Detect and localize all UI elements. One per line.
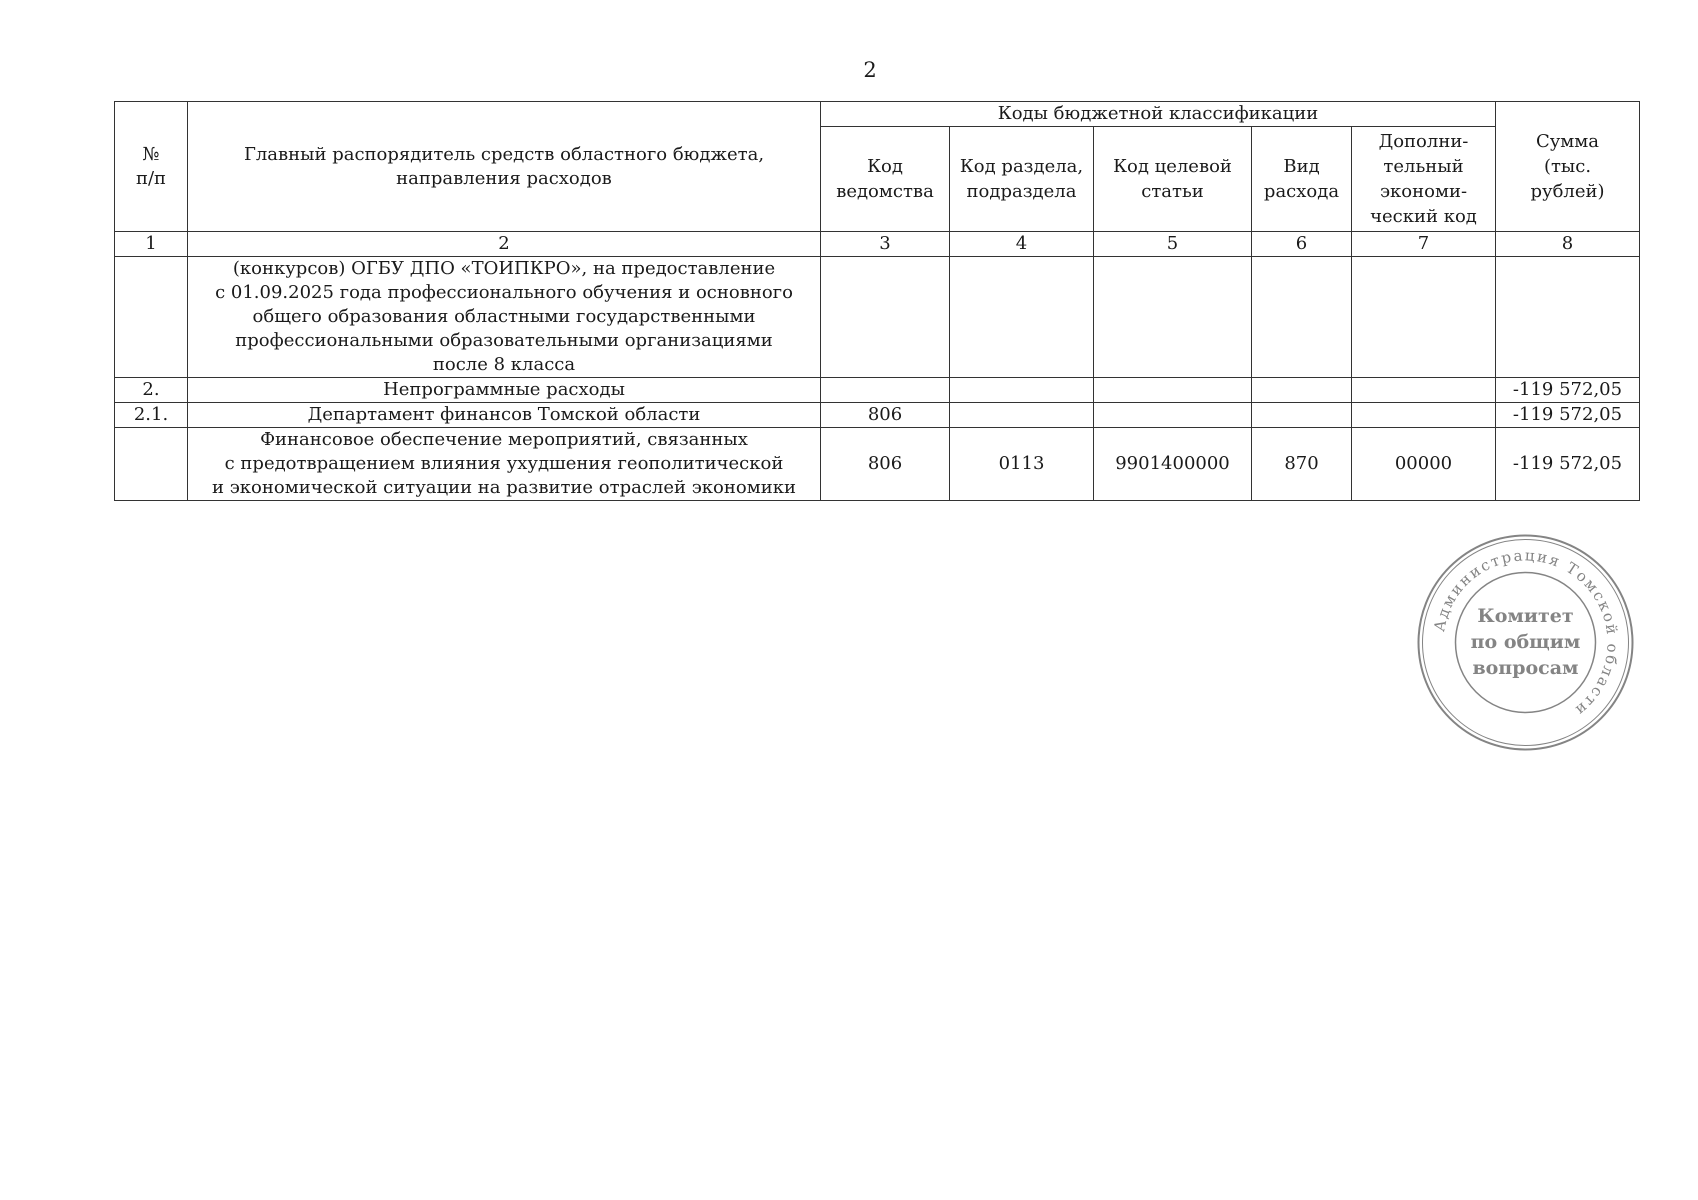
row-extra-code — [1352, 257, 1496, 378]
row-extra-code: 00000 — [1352, 428, 1496, 501]
table-row — [115, 257, 1640, 378]
header-recipient-name: Главный распорядитель средств областного бюджета, направления расходов — [188, 102, 821, 232]
column-number: 7 — [1352, 232, 1496, 257]
table-row — [115, 378, 1640, 403]
row-section-code — [950, 403, 1094, 428]
row-expense-type — [1252, 257, 1352, 378]
table-header-row — [115, 102, 1640, 127]
stamp-center-line: вопросам — [1472, 657, 1579, 679]
row-expense-type: 870 — [1252, 428, 1352, 501]
row-dept-code — [821, 257, 950, 378]
row-name: Финансовое обеспечение мероприятий, связанных с предотвращением влияния ухудшения геополитической и экономической ситуации на развитие отраслей экономики — [188, 428, 821, 501]
row-number: 2.1. — [115, 403, 188, 428]
stamp-ring-text: Администрация Томской области — [1430, 546, 1622, 721]
stamp-center-line: Комитет — [1477, 605, 1574, 627]
row-extra-code — [1352, 403, 1496, 428]
row-target-code — [1094, 378, 1252, 403]
header-budget-codes-group: Коды бюджетной классификации — [821, 102, 1496, 127]
header-dept-code: Код ведомства — [821, 127, 950, 232]
row-name: Департамент финансов Томской области — [188, 403, 821, 428]
row-sum — [1496, 257, 1640, 378]
column-number: 3 — [821, 232, 950, 257]
row-target-code — [1094, 257, 1252, 378]
table-row — [115, 403, 1640, 428]
header-row-number: № п/п — [115, 102, 188, 232]
header-extra-code: Дополни- тельный экономи- ческий код — [1352, 127, 1496, 232]
row-expense-type — [1252, 403, 1352, 428]
column-number-row — [115, 232, 1640, 257]
official-seal-stamp — [1413, 530, 1638, 755]
row-number — [115, 257, 188, 378]
column-number: 6 — [1252, 232, 1352, 257]
header-expense-type: Вид расхода — [1252, 127, 1352, 232]
header-target-code: Код целевой статьи — [1094, 127, 1252, 232]
column-number: 2 — [188, 232, 821, 257]
row-sum: -119 572,05 — [1496, 403, 1640, 428]
column-number: 8 — [1496, 232, 1640, 257]
row-section-code — [950, 257, 1094, 378]
row-number: 2. — [115, 378, 188, 403]
header-sum: Сумма (тыс. рублей) — [1496, 102, 1640, 232]
header-section-code: Код раздела, подраздела — [950, 127, 1094, 232]
row-dept-code: 806 — [821, 428, 950, 501]
column-number: 1 — [115, 232, 188, 257]
row-name: Непрограммные расходы — [188, 378, 821, 403]
row-expense-type — [1252, 378, 1352, 403]
row-dept-code: 806 — [821, 403, 950, 428]
row-sum: -119 572,05 — [1496, 378, 1640, 403]
column-number: 4 — [950, 232, 1094, 257]
row-target-code — [1094, 403, 1252, 428]
stamp-center-line: по общим — [1470, 631, 1581, 653]
row-sum: -119 572,05 — [1496, 428, 1640, 501]
row-target-code: 9901400000 — [1094, 428, 1252, 501]
row-dept-code — [821, 378, 950, 403]
column-number: 5 — [1094, 232, 1252, 257]
table-row — [115, 428, 1640, 501]
page-number: 2 — [863, 58, 877, 82]
row-name: (конкурсов) ОГБУ ДПО «ТОИПКРО», на предоставление с 01.09.2025 года профессионального обучения и основного общего образования областными государственными профессиональными образовательными организациями после 8 класса — [188, 257, 821, 378]
row-number — [115, 428, 188, 501]
row-section-code — [950, 378, 1094, 403]
row-extra-code — [1352, 378, 1496, 403]
budget-allocation-table — [114, 101, 1640, 501]
row-section-code: 0113 — [950, 428, 1094, 501]
